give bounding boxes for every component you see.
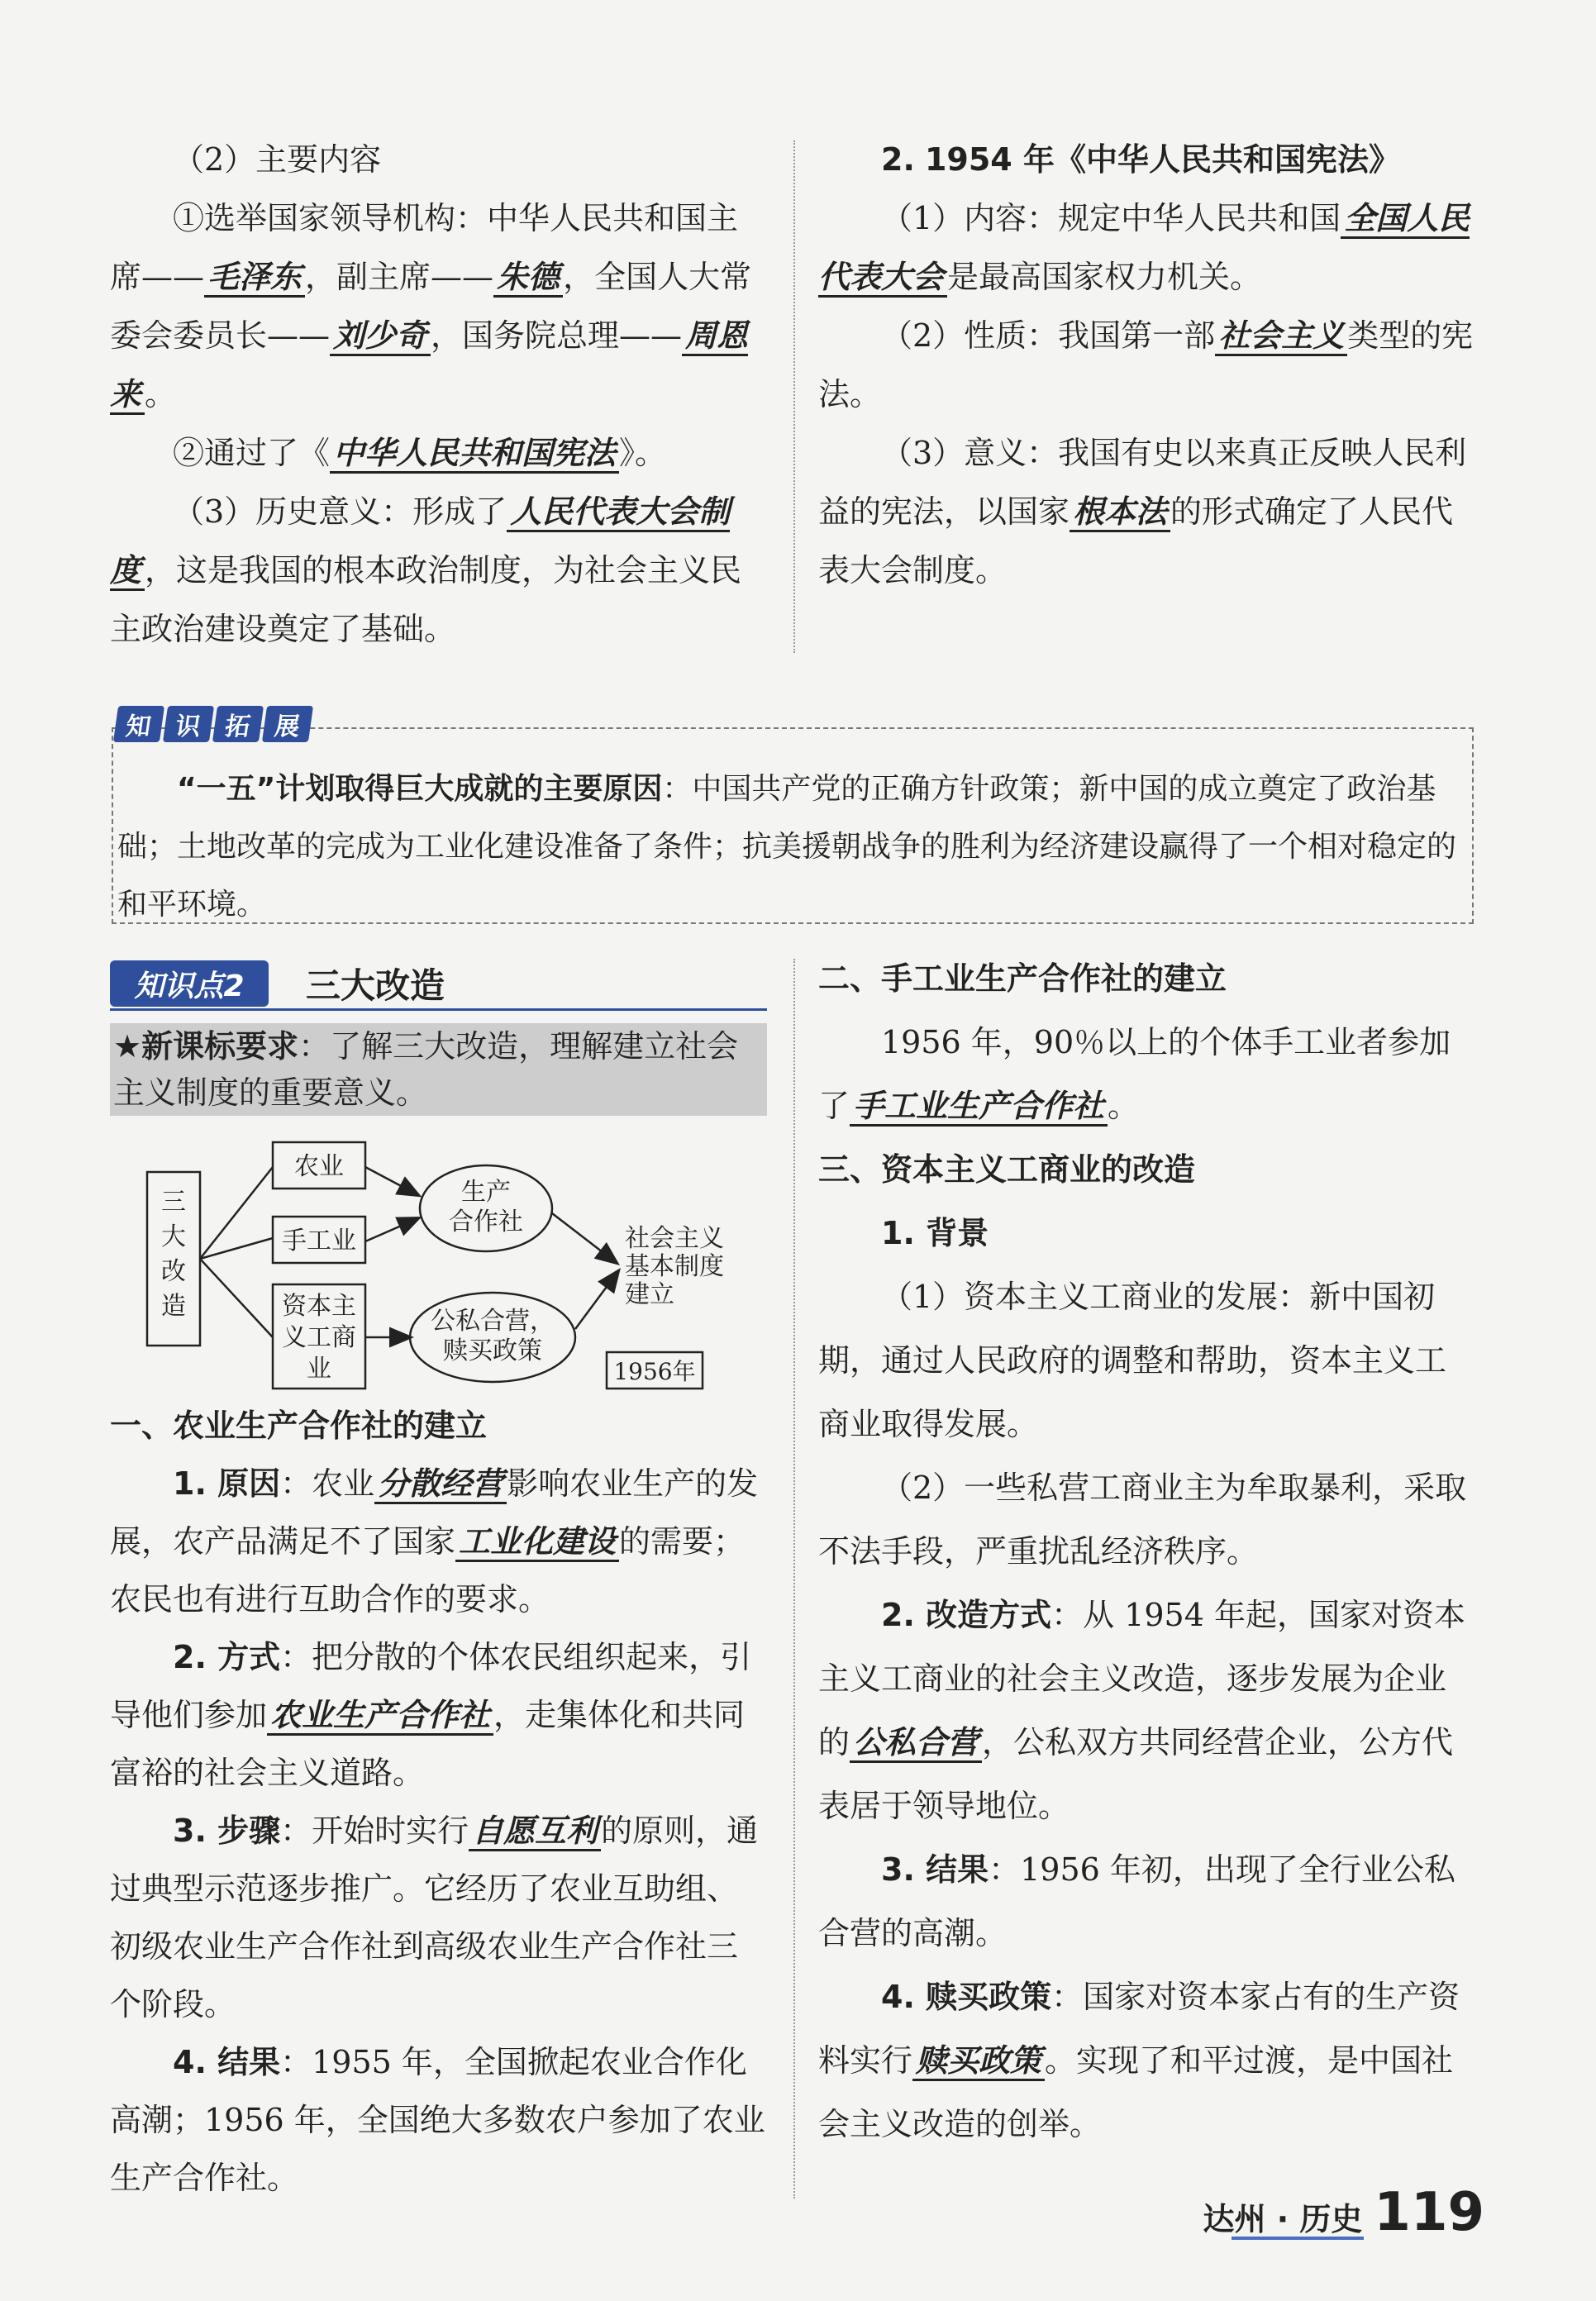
tag-char: 识 — [163, 706, 214, 742]
knowledge-point-underline — [110, 1008, 767, 1011]
handicraft-box — [273, 1217, 365, 1263]
column-divider-top — [793, 141, 795, 653]
fill-answer: 工业化建设 — [455, 1523, 619, 1562]
fill-answer: 根本法 — [1070, 493, 1170, 532]
knowledge-extension-tag — [116, 706, 311, 742]
lower-right-column — [818, 947, 1475, 2156]
svg-text:社会主义: 社会主义 — [625, 1224, 724, 1253]
paragraph-background-1: （1）资本主义工商业的发展：新中国初期，通过人民政府的调整和帮助，资本主义工商业取得发展。 — [818, 1279, 1447, 1442]
fill-answer: 社会主义 — [1215, 317, 1347, 356]
root-box — [147, 1172, 200, 1346]
svg-text:义工商: 义工商 — [282, 1323, 356, 1352]
curriculum-requirement: ★新课标要求：了解三大改造，理解建立社会主义制度的重要意义。 — [110, 1023, 767, 1116]
paragraph-constitution: ②通过了《 中华人民共和国宪法 》。 — [110, 424, 767, 483]
paragraph-handicraft: 1956 年，90％以上的个体手工业者参加了 手工业生产合作社 。 — [818, 1011, 1475, 1138]
policy-ellipse — [410, 1293, 575, 1382]
fill-answer: 朱德 — [493, 259, 563, 298]
tag-char: 展 — [262, 706, 313, 742]
knowledge-extension-text: “一五”计划取得巨大成就的主要原因：中国共产党的正确方针政策；新中国的成立奠定了政治基础；土地改革的完成为工业化建设准备了条件；抗美援朝战争的胜利为经济建设赢得了一个相对稳定的和平环境。 — [117, 772, 1457, 922]
result-label — [625, 1224, 724, 1309]
subheading-main-content: （2）主要内容 — [173, 141, 382, 178]
agriculture-box — [273, 1142, 365, 1189]
svg-text:大: 大 — [161, 1222, 186, 1251]
svg-text:生产: 生产 — [461, 1178, 511, 1207]
paragraph-meaning: （3）意义：我国有史以来真正反映人民利益的宪法，以国家 根本法 的形式确定了人民代表大会制度。 — [818, 435, 1467, 588]
section-heading-1954-constitution: 2. 1954 年《中华人民共和国宪法》 — [881, 141, 1400, 178]
knowledge-point-badge: 知识点2 — [110, 960, 269, 1007]
paragraph-redemption-policy: 4. 赎买政策：国家对资本家占有的生产资料实行 赎买政策 。实现了和平过渡，是中国社会主义改造的创举。 — [818, 1979, 1460, 2142]
svg-text:农业: 农业 — [294, 1152, 344, 1181]
year-box — [607, 1352, 703, 1389]
fill-answer: 赎买政策 — [912, 2042, 1045, 2081]
svg-text:赎买政策: 赎买政策 — [443, 1336, 542, 1365]
svg-text:造: 造 — [161, 1292, 186, 1321]
subheading-background: 1. 背景 — [881, 1215, 989, 1251]
top-right-column — [818, 131, 1475, 600]
svg-text:改: 改 — [161, 1257, 186, 1286]
fill-answer: 刘少奇 — [330, 317, 431, 356]
fill-answer: 周恩来 — [110, 317, 748, 415]
fill-answer: 人民代表大会制度 — [110, 493, 730, 591]
top-left-column — [110, 131, 767, 659]
fill-answer: 分散经营 — [374, 1465, 507, 1504]
knowledge-point-title: 三大改造 — [306, 965, 445, 1006]
heading-capitalist-reform: 三、资本主义工商业的改造 — [818, 1151, 1196, 1188]
fill-answer: 农业生产合作社 — [267, 1697, 493, 1736]
fill-answer: 公私合营 — [850, 1724, 982, 1763]
paragraph-reason: 1. 原因：农业 分散经营 影响农业生产的发展，农产品满足不了国家 工业化建设 的需要；农民也有进行互助合作的要求。 — [110, 1465, 759, 1617]
tag-char: 知 — [113, 706, 164, 742]
column-divider-bottom — [793, 959, 795, 2199]
page-footer — [1203, 2182, 1485, 2243]
paragraph-leaders: ①选举国家领导机构：中华人民共和国主席—— 毛泽东 ，副主席—— 朱德 ，全国人大常委会委员长—— 刘少奇 ，国务院总理—— 周恩来 。 — [110, 189, 767, 424]
paragraph-nature: （2）性质：我国第一部 社会主义 类型的宪法。 — [818, 317, 1474, 412]
svg-text:1956年: 1956年 — [613, 1358, 696, 1385]
tag-char: 拓 — [212, 706, 264, 742]
paragraph-method: 2. 方式：把分散的个体农民组织起来，引导他们参加 农业生产合作社 ，走集体化和共同富裕的社会主义道路。 — [110, 1639, 752, 1791]
paragraph-background-2: （2）一些私营工商业主为牟取暴利，采取不法手段，严重扰乱经济秩序。 — [818, 1470, 1467, 1570]
fill-answer: 全国人民代表大会 — [818, 200, 1470, 298]
svg-text:基本制度: 基本制度 — [625, 1252, 724, 1281]
paragraph-steps: 3. 步骤：开始时实行 自愿互利 的原则，通过典型示范逐步推广。它经历了农业互助组、初级农业生产合作社到高级农业生产合作社三个阶段。 — [110, 1813, 759, 2022]
fill-answer: 手工业生产合作社 — [850, 1088, 1108, 1127]
svg-text:建立: 建立 — [625, 1280, 674, 1309]
footer-label: 达州 · 历史 — [1203, 2201, 1363, 2237]
svg-text:资本主: 资本主 — [282, 1292, 356, 1321]
paragraph-significance: （3）历史意义：形成了 人民代表大会制度 ，这是我国的根本政治制度，为社会主义民主政治建设奠定了基础。 — [110, 493, 742, 647]
paragraph-content: （1）内容：规定中华人民共和国 全国人民代表大会 是最高国家权力机关。 — [818, 189, 1475, 307]
heading-handicraft-coop: 二、手工业生产合作社的建立 — [818, 960, 1227, 997]
three-transformations-diagram — [141, 1131, 752, 1395]
capitalist-industry-box — [273, 1284, 365, 1389]
fill-answer: 中华人民共和国宪法 — [330, 435, 619, 474]
lower-left-column — [110, 1397, 767, 2207]
fill-answer: 毛泽东 — [204, 259, 305, 298]
fill-answer: 自愿互利 — [469, 1813, 601, 1851]
svg-text:手工业: 手工业 — [282, 1227, 356, 1255]
page-number: 119 — [1374, 2182, 1484, 2243]
paragraph-reform-method: 2. 改造方式：从 1954 年起，国家对资本主义工商业的社会主义改造，逐步发展为企业的 公私合营 ，公私双方共同经营企业，公方代表居于领导地位。 — [818, 1597, 1465, 1824]
svg-text:合作社: 合作社 — [449, 1208, 523, 1236]
paragraph-result: 4. 结果：1955 年，全国掀起农业合作化高潮；1956 年，全国绝大多数农户参加了农业生产合作社。 — [110, 2044, 765, 2196]
heading-agri-coop: 一、农业生产合作社的建立 — [110, 1408, 488, 1444]
svg-text:公私合营，: 公私合营， — [431, 1307, 555, 1336]
svg-text:三: 三 — [161, 1188, 186, 1217]
paragraph-reform-result: 3. 结果：1956 年初，出现了全行业公私合营的高潮。 — [818, 1851, 1455, 1951]
coop-ellipse — [420, 1165, 552, 1251]
svg-text:业: 业 — [307, 1355, 331, 1384]
